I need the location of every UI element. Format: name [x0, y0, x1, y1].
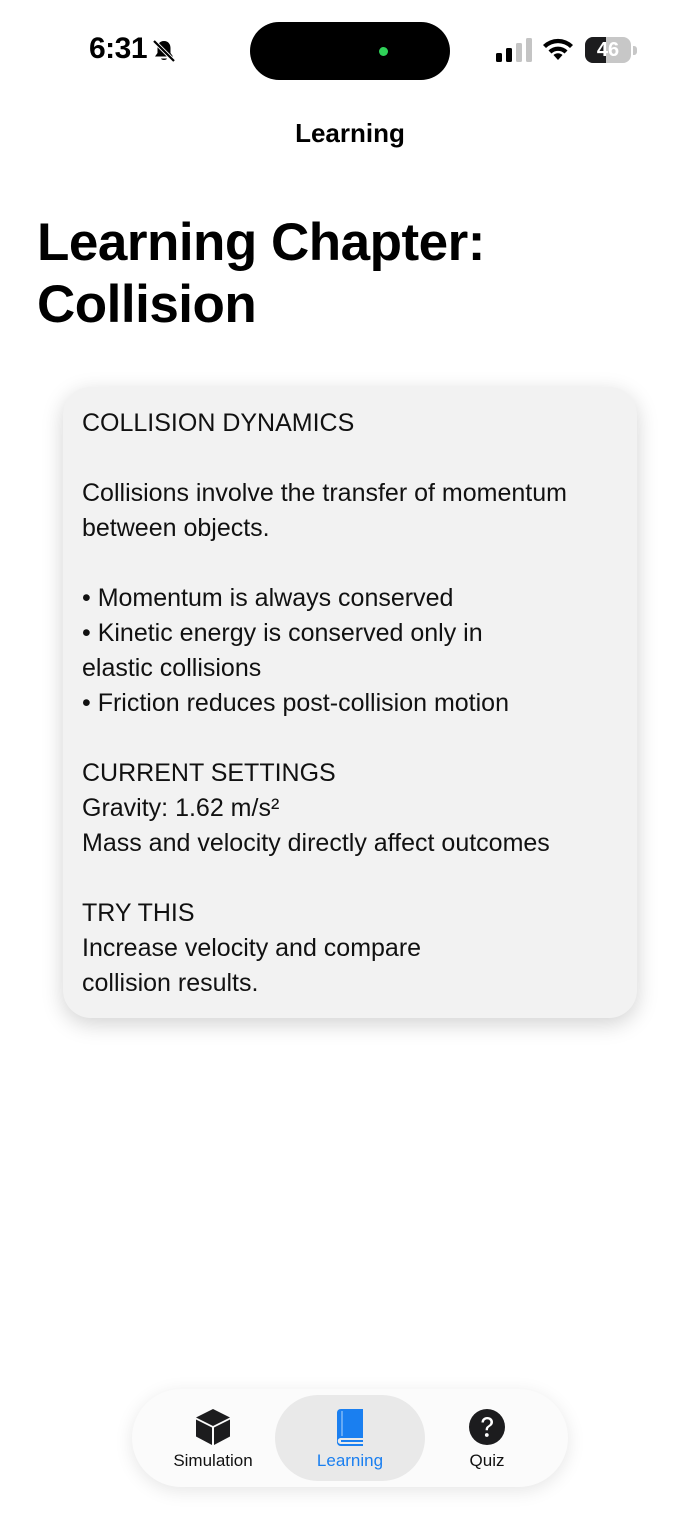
content-line: collision results.	[82, 969, 259, 997]
tab-label: Simulation	[173, 1451, 253, 1470]
battery-indicator	[585, 37, 637, 65]
page-title-line-1: Learning Chapter:	[37, 213, 485, 272]
content-line: CURRENT SETTINGS	[82, 759, 336, 787]
tab-quiz[interactable]	[412, 1395, 562, 1481]
tab-label: Quiz	[469, 1451, 505, 1470]
content-line	[82, 721, 622, 756]
content-line: COLLISION DYNAMICS	[82, 409, 355, 437]
content-line: • Momentum is always conserved	[82, 584, 454, 612]
content-line: • Friction reduces post-collision motion	[82, 689, 509, 717]
content-line: • Kinetic energy is conserved only in	[82, 619, 483, 647]
content-line	[82, 546, 622, 581]
content-line: Gravity: 1.62 m/s²	[82, 794, 280, 822]
cellular-signal-icon	[496, 38, 532, 62]
dynamic-island	[250, 22, 450, 80]
content-line	[82, 441, 622, 476]
tab-simulation[interactable]	[138, 1395, 288, 1481]
nav-title: Learning	[295, 118, 405, 148]
status-time: 6:31	[89, 32, 148, 65]
page-title-line-2: Collision	[37, 275, 257, 334]
battery-nub	[633, 46, 637, 55]
cube-icon	[193, 1407, 233, 1447]
tab-learning[interactable]	[275, 1395, 425, 1481]
battery-level: 46	[596, 39, 620, 61]
chapter-content-card	[63, 387, 637, 1018]
content-line	[82, 861, 622, 896]
question-circle-icon	[467, 1407, 507, 1447]
chapter-content-text	[82, 406, 622, 1001]
tab-bar	[132, 1389, 568, 1487]
content-line: Mass and velocity directly affect outcomes	[82, 829, 550, 857]
content-line: elastic collisions	[82, 654, 262, 682]
content-line: Collisions involve the transfer of momentum	[82, 479, 567, 507]
bell-slash-icon	[151, 38, 177, 64]
status-bar	[0, 0, 700, 100]
page-title	[37, 212, 657, 336]
content-line: between objects.	[82, 514, 270, 542]
tab-label: Learning	[316, 1451, 384, 1470]
wifi-icon	[541, 36, 575, 62]
content-line: Increase velocity and compare	[82, 934, 422, 962]
content-line: TRY THIS	[82, 899, 195, 927]
book-icon	[330, 1407, 370, 1447]
battery-body	[585, 37, 631, 63]
camera-indicator-dot	[379, 47, 388, 56]
